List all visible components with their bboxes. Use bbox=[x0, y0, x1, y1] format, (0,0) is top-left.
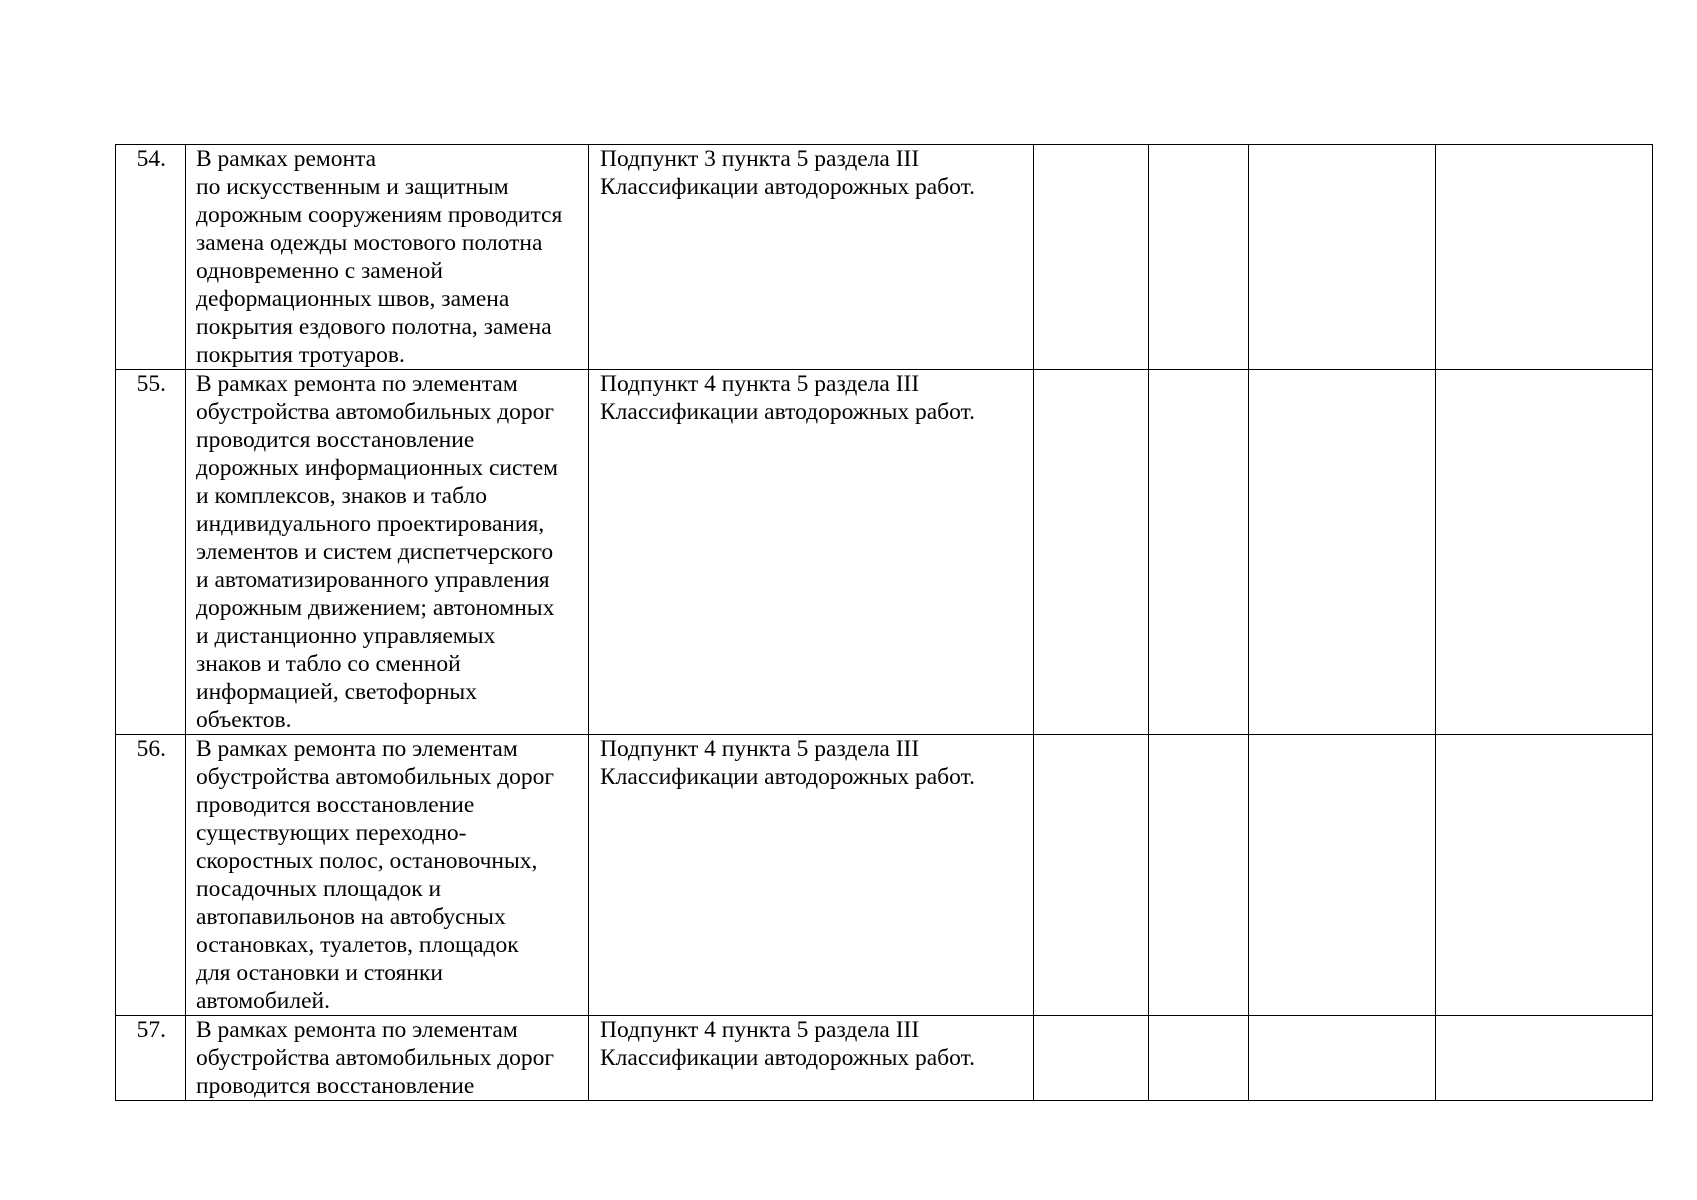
description-line: и дистанционно управляемых bbox=[196, 623, 496, 649]
description-line: и комплексов, знаков и табло bbox=[196, 483, 487, 509]
empty-cell bbox=[1249, 370, 1436, 735]
empty-cell bbox=[1034, 735, 1149, 1016]
description-line: обустройства автомобильных дорог bbox=[196, 399, 555, 425]
description-line: информацией, светофорных bbox=[196, 679, 477, 705]
description-line: для остановки и стоянки bbox=[196, 960, 443, 986]
row-legal-basis bbox=[589, 1016, 1034, 1101]
row-description bbox=[186, 370, 589, 735]
empty-cell bbox=[1149, 1016, 1249, 1101]
row-description bbox=[186, 735, 589, 1016]
description-line: деформационных швов, замена bbox=[196, 286, 510, 312]
description-line: В рамках ремонта по элементам bbox=[196, 736, 518, 762]
description-line: автомобилей. bbox=[196, 988, 330, 1014]
basis-line: Подпункт 3 пункта 5 раздела III bbox=[600, 146, 920, 172]
table-row bbox=[116, 370, 1653, 735]
row-legal-basis bbox=[589, 735, 1034, 1016]
description-line: В рамках ремонта по элементам bbox=[196, 1017, 518, 1043]
description-line: обустройства автомобильных дорог bbox=[196, 1045, 555, 1071]
description-line: и автоматизированного управления bbox=[196, 567, 550, 593]
description-line: проводится восстановление bbox=[196, 792, 475, 818]
basis-line: Классификации автодорожных работ. bbox=[600, 399, 975, 425]
basis-line: Подпункт 4 пункта 5 раздела III bbox=[600, 1017, 920, 1043]
description-line: автопавильонов на автобусных bbox=[196, 904, 506, 930]
row-legal-basis bbox=[589, 145, 1034, 370]
description-line: знаков и табло со сменной bbox=[196, 651, 461, 677]
row-number: 54. bbox=[116, 145, 186, 370]
row-legal-basis bbox=[589, 370, 1034, 735]
table-row bbox=[116, 735, 1653, 1016]
description-line: дорожным сооружениям проводится bbox=[196, 202, 563, 228]
empty-cell bbox=[1249, 1016, 1436, 1101]
description-line: элементов и систем диспетчерского bbox=[196, 539, 554, 565]
description-line: обустройства автомобильных дорог bbox=[196, 764, 555, 790]
description-line: остановках, туалетов, площадок bbox=[196, 932, 519, 958]
description-line: проводится восстановление bbox=[196, 427, 475, 453]
empty-cell bbox=[1149, 145, 1249, 370]
row-description bbox=[186, 145, 589, 370]
empty-cell bbox=[1436, 735, 1653, 1016]
description-line: покрытия тротуаров. bbox=[196, 342, 405, 368]
description-line: одновременно с заменой bbox=[196, 258, 443, 284]
description-line: В рамках ремонта по элементам bbox=[196, 371, 518, 397]
basis-line: Подпункт 4 пункта 5 раздела III bbox=[600, 371, 920, 397]
row-description bbox=[186, 1016, 589, 1101]
description-line: В рамках ремонта bbox=[196, 146, 377, 172]
empty-cell bbox=[1034, 370, 1149, 735]
description-line: проводится восстановление bbox=[196, 1073, 475, 1099]
description-line: объектов. bbox=[196, 707, 292, 733]
basis-line: Классификации автодорожных работ. bbox=[600, 1045, 975, 1071]
description-line: замена одежды мостового полотна bbox=[196, 230, 543, 256]
empty-cell bbox=[1436, 370, 1653, 735]
empty-cell bbox=[1034, 1016, 1149, 1101]
description-line: индивидуального проектирования, bbox=[196, 511, 545, 537]
description-line: дорожным движением; автономных bbox=[196, 595, 555, 621]
description-line: посадочных площадок и bbox=[196, 876, 442, 902]
empty-cell bbox=[1149, 735, 1249, 1016]
basis-line: Подпункт 4 пункта 5 раздела III bbox=[600, 736, 920, 762]
requirements-table bbox=[115, 144, 1653, 1101]
empty-cell bbox=[1436, 1016, 1653, 1101]
table-row bbox=[116, 1016, 1653, 1101]
empty-cell bbox=[1149, 370, 1249, 735]
row-number: 55. bbox=[116, 370, 186, 735]
empty-cell bbox=[1249, 735, 1436, 1016]
description-line: существующих переходно- bbox=[196, 820, 467, 846]
empty-cell bbox=[1249, 145, 1436, 370]
basis-line: Классификации автодорожных работ. bbox=[600, 174, 975, 200]
description-line: дорожных информационных систем bbox=[196, 455, 558, 481]
description-line: по искусственным и защитным bbox=[196, 174, 509, 200]
description-line: покрытия ездового полотна, замена bbox=[196, 314, 552, 340]
row-number: 57. bbox=[116, 1016, 186, 1101]
table-row bbox=[116, 145, 1653, 370]
basis-line: Классификации автодорожных работ. bbox=[600, 764, 975, 790]
row-number: 56. bbox=[116, 735, 186, 1016]
empty-cell bbox=[1034, 145, 1149, 370]
empty-cell bbox=[1436, 145, 1653, 370]
description-line: скоростных полос, остановочных, bbox=[196, 848, 538, 874]
